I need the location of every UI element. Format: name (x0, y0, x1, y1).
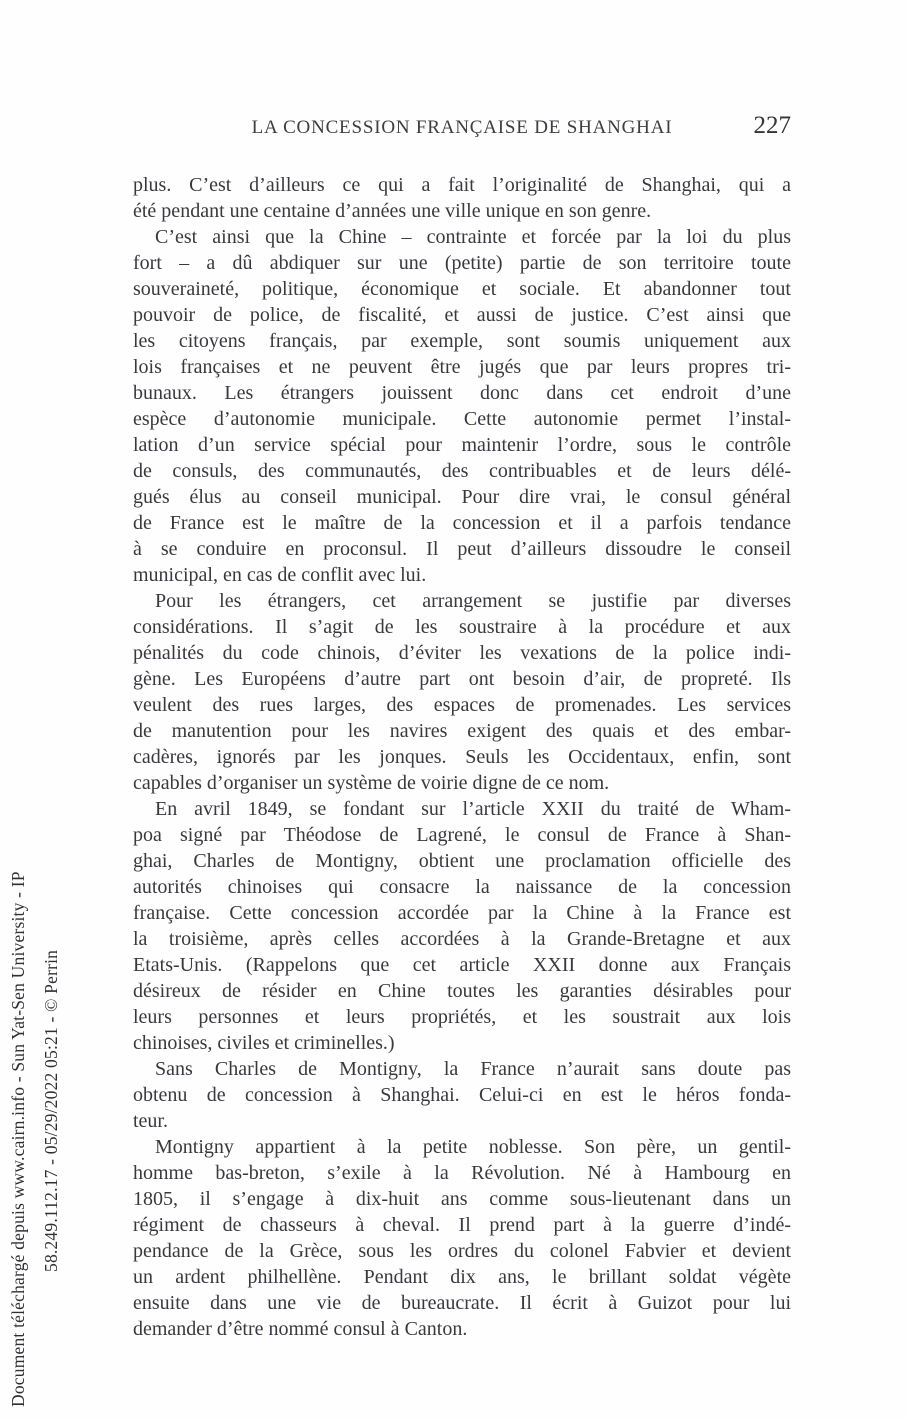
text-line: pénalités du code chinois, d’éviter les vexations de la police indi- (133, 642, 791, 664)
paragraph (133, 172, 791, 224)
text-line: la troisième, après celles accordées à la Grande-Bretagne et aux (133, 928, 791, 950)
text-line: régiment de chasseurs à cheval. Il prend part à la guerre d’indé- (133, 1214, 791, 1236)
text-line: 1805, il s’engage à dix-huit ans comme sous-lieutenant dans un (133, 1188, 791, 1210)
text-line: pendance de la Grèce, sous les ordres du colonel Fabvier et devient (133, 1240, 791, 1262)
text-line: espèce d’autonomie municipale. Cette autonomie permet l’instal- (133, 408, 791, 430)
paragraph (133, 224, 791, 588)
paragraph (133, 1134, 791, 1342)
text-line: de manutention pour les navires exigent des quais et des embar- (133, 720, 791, 742)
text-line: veulent des rues larges, des espaces de promenades. Les services (133, 694, 791, 716)
text-line: demander d’être nommé consul à Canton. (133, 1318, 468, 1340)
text-line: chinoises, civiles et criminelles.) (133, 1032, 395, 1054)
chapter-title: LA CONCESSION FRANÇAISE DE SHANGHAI (251, 117, 673, 138)
text-line: de consuls, des communautés, des contribuables et de leurs délé- (133, 460, 791, 482)
text-line: Pour les étrangers, cet arrangement se justifie par diverses (155, 590, 791, 612)
paragraph (133, 796, 791, 1056)
text-line: fort – a dû abdiquer sur une (petite) partie de son territoire toute (133, 252, 791, 274)
download-watermark-line1: Document téléchargé depuis www.cairn.info - Sun Yat-Sen University - IP (8, 871, 28, 1407)
text-line: municipal, en cas de conflit avec lui. (133, 564, 427, 586)
text-line: ensuite dans une vie de bureaucrate. Il écrit à Guizot pour lui (133, 1292, 791, 1314)
text-line: souveraineté, politique, économique et sociale. Et abandonner tout (133, 278, 791, 300)
text-line: plus. C’est d’ailleurs ce qui a fait l’originalité de Shanghai, qui a (133, 174, 791, 196)
text-line: pouvoir de police, de fiscalité, et aussi de justice. C’est ainsi que (133, 304, 791, 326)
text-line: à se conduire en proconsul. Il peut d’ailleurs dissoudre le conseil (133, 538, 791, 560)
text-line: gués élus au conseil municipal. Pour dire vrai, le consul général (133, 486, 791, 508)
text-line: ghai, Charles de Montigny, obtient une proclamation officielle des (133, 850, 791, 872)
text-line: désireux de résider en Chine toutes les garanties désirables pour (133, 980, 791, 1002)
text-line: été pendant une centaine d’années une ville unique en son genre. (133, 200, 652, 222)
text-line: lation d’un service spécial pour maintenir l’ordre, sous le contrôle (133, 434, 791, 456)
text-line: les citoyens français, par exemple, sont soumis uniquement aux (133, 330, 791, 352)
text-line: bunaux. Les étrangers jouissent donc dans cet endroit d’une (133, 382, 791, 404)
text-line: Sans Charles de Montigny, la France n’aurait sans doute pas (155, 1058, 791, 1080)
text-line: gène. Les Européens d’autre part ont besoin d’air, de propreté. Ils (133, 668, 791, 690)
text-line: cadères, ignorés par les jonques. Seuls les Occidentaux, enfin, sont (133, 746, 791, 768)
text-line: C’est ainsi que la Chine – contrainte et forcée par la loi du plus (155, 226, 791, 248)
text-line: un ardent philhellène. Pendant dix ans, le brillant soldat végète (133, 1266, 791, 1288)
text-line: En avril 1849, se fondant sur l’article XXII du traité de Wham- (155, 798, 791, 820)
page-number: 227 (753, 112, 791, 139)
text-line: de France est le maître de la concession et il a parfois tendance (133, 512, 791, 534)
text-line: française. Cette concession accordée par la Chine à la France est (133, 902, 791, 924)
text-line: capables d’organiser un système de voirie digne de ce nom. (133, 772, 610, 794)
text-line: considérations. Il s’agit de les soustraire à la procédure et aux (133, 616, 791, 638)
running-header (133, 114, 791, 144)
text-line: lois françaises et ne peuvent être jugés que par leurs propres tri- (133, 356, 791, 378)
text-line: teur. (133, 1110, 168, 1132)
text-line: obtenu de concession à Shanghai. Celui-ci en est le héros fonda- (133, 1084, 791, 1106)
text-line: autorités chinoises qui consacre la naissance de la concession (133, 876, 791, 898)
text-line: poa signé par Théodose de Lagrené, le consul de France à Shan- (133, 824, 791, 846)
text-line: homme bas-breton, s’exile à la Révolution. Né à Hambourg en (133, 1162, 791, 1184)
paragraph (133, 1056, 791, 1134)
paragraph (133, 588, 791, 796)
download-watermark-line2: 58.249.112.17 - 05/29/2022 05:21 - © Perrin (41, 949, 61, 1272)
text-line: Montigny appartient à la petite noblesse. Son père, un gentil- (155, 1136, 791, 1158)
body-text (133, 172, 791, 1342)
text-line: Etats-Unis. (Rappelons que cet article XXII donne aux Français (133, 954, 791, 976)
text-line: leurs personnes et leurs propriétés, et les soustrait aux lois (133, 1006, 791, 1028)
